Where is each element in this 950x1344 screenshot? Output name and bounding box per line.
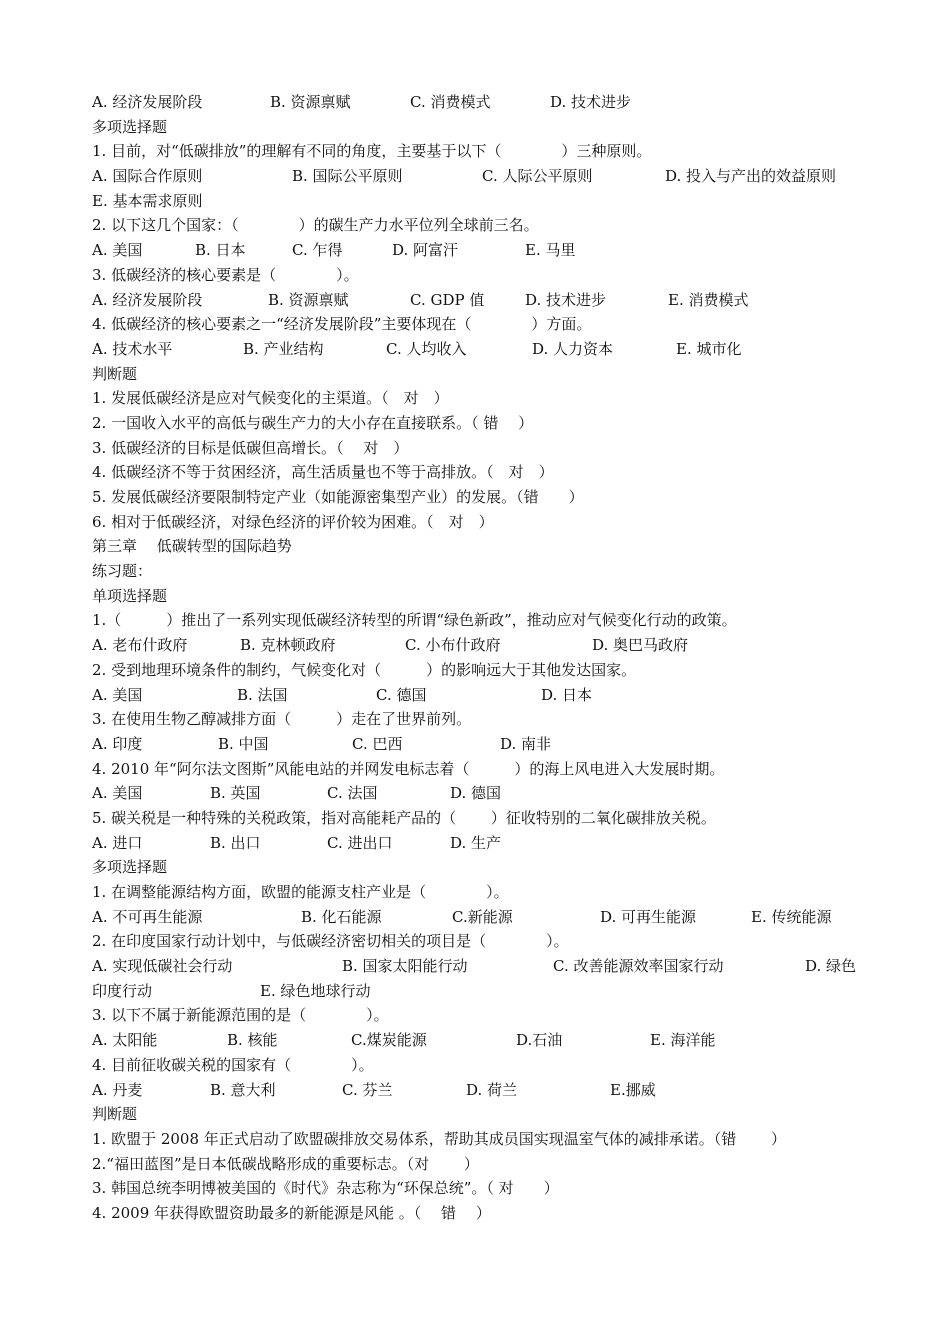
text-segment: B. 法国 <box>237 685 288 704</box>
text-segment: 判断题 <box>92 364 138 383</box>
text-line <box>0 1127 950 1152</box>
text-segment: D. 技术进步 <box>550 93 632 111</box>
text-segment: D. 德国 <box>450 784 502 803</box>
text-segment: 2. 在印度国家行动计划中，与低碳经济密切相关的项目是（ ）。 <box>92 932 569 951</box>
text-segment: B. 出口 <box>210 833 261 852</box>
text-segment: B. 化石能源 <box>301 907 382 926</box>
text-segment: A. 技术水平 <box>92 339 173 358</box>
text-segment: 1. 欧盟于 2008 年正式启动了欧盟碳排放交易体系，帮助其成员国实现温室气体的减排承诺。（错 ） <box>92 1129 787 1148</box>
text-line <box>0 1028 950 1053</box>
text-segment: C. 巴西 <box>352 734 403 753</box>
text-segment: C.新能源 <box>452 907 513 926</box>
text-segment: 1.（ ）推出了一系列实现低碳经济转型的所谓“绿色新政”，推动应对气候变化行动的政策。 <box>92 611 737 630</box>
text-line <box>0 90 950 115</box>
text-line <box>0 929 950 954</box>
text-segment: 3. 低碳经济的目标是低碳但高增长。（ 对 ） <box>92 438 409 457</box>
text-line <box>0 213 950 238</box>
text-segment: E. 基本需求原则 <box>92 191 203 210</box>
text-segment: A. 印度 <box>92 734 143 753</box>
text-line <box>0 386 950 411</box>
text-line <box>0 1102 950 1127</box>
text-segment: 3. 韩国总统李明博被美国的《时代》杂志称为“环保总统”。（ 对 ） <box>92 1179 559 1198</box>
text-line <box>0 1053 950 1078</box>
text-line <box>0 584 950 609</box>
text-segment: D. 技术进步 <box>525 290 607 309</box>
text-segment: A. 进口 <box>92 833 143 852</box>
text-segment: 印度行动 <box>92 981 153 1000</box>
text-line <box>0 164 950 189</box>
text-line <box>0 781 950 806</box>
text-segment: B. 国家太阳能行动 <box>342 957 468 976</box>
text-line <box>0 757 950 782</box>
text-segment: E. 传统能源 <box>751 907 832 926</box>
text-segment: D. 可再生能源 <box>600 907 697 926</box>
text-line <box>0 707 950 732</box>
text-segment: A. 美国 <box>92 784 143 803</box>
text-line <box>0 460 950 485</box>
text-segment: E. 海洋能 <box>650 1031 716 1050</box>
document-page <box>0 90 950 1226</box>
text-segment: 第三章 低碳转型的国际趋势 <box>92 537 292 556</box>
text-line <box>0 1078 950 1103</box>
text-line <box>0 510 950 535</box>
text-segment: E. 马里 <box>525 241 576 260</box>
text-line <box>0 683 950 708</box>
text-segment: C.煤炭能源 <box>351 1031 427 1050</box>
text-segment: A. 太阳能 <box>92 1031 158 1050</box>
text-segment: B. 克林顿政府 <box>240 636 336 655</box>
text-segment: 1. 目前，对“低碳排放”的理解有不同的角度，主要基于以下（ ）三种原则。 <box>92 142 652 161</box>
text-segment: C. 消费模式 <box>410 93 491 111</box>
text-line <box>0 238 950 263</box>
text-line <box>0 115 950 140</box>
text-segment: D.石油 <box>516 1031 563 1050</box>
text-line <box>0 312 950 337</box>
text-line <box>0 1201 950 1226</box>
text-line <box>0 1152 950 1177</box>
text-segment: A. 经济发展阶段 <box>92 93 203 111</box>
text-segment: D. 荷兰 <box>466 1080 518 1099</box>
text-segment: D. 绿色 <box>805 957 857 976</box>
text-segment: D. 投入与产出的效益原则 <box>665 167 837 186</box>
text-segment: D. 人力资本 <box>532 339 614 358</box>
text-segment: A. 经济发展阶段 <box>92 290 203 309</box>
text-segment: D. 奥巴马政府 <box>592 636 689 655</box>
text-segment: C. 芬兰 <box>342 1080 393 1099</box>
text-line <box>0 411 950 436</box>
text-segment: D. 阿富汗 <box>392 241 459 260</box>
text-line <box>0 979 950 1004</box>
text-line <box>0 288 950 313</box>
text-line <box>0 658 950 683</box>
text-segment: B. 国际公平原则 <box>292 167 403 186</box>
text-segment: D. 南非 <box>500 734 552 753</box>
text-segment: E. 绿色地球行动 <box>260 981 371 1000</box>
text-segment: 2.“福田蓝图”是日本低碳战略形成的重要标志。（对 ） <box>92 1154 479 1173</box>
text-segment: C. 人际公平原则 <box>482 167 593 186</box>
text-segment: 多项选择题 <box>92 117 168 136</box>
text-segment: 1. 在调整能源结构方面，欧盟的能源支柱产业是（ ）。 <box>92 883 509 901</box>
text-line <box>0 559 950 584</box>
text-line <box>0 855 950 880</box>
text-segment: E.挪威 <box>610 1080 656 1099</box>
text-segment: 4. 低碳经济不等于贫困经济，高生活质量也不等于高排放。（ 对 ） <box>92 463 554 482</box>
text-segment: 2. 一国收入水平的高低与碳生产力的大小存在直接联系。（ 错 ） <box>92 413 534 432</box>
text-segment: 5. 发展低碳经济要限制特定产业（如能源密集型产业）的发展。（错 ） <box>92 488 584 506</box>
text-line <box>0 1176 950 1201</box>
text-segment: B. 日本 <box>195 241 246 260</box>
text-segment: D. 生产 <box>450 833 502 852</box>
text-line <box>0 189 950 214</box>
text-segment: B. 意大利 <box>210 1080 276 1099</box>
text-segment: C. 小布什政府 <box>405 636 501 655</box>
text-segment: 6. 相对于低碳经济，对绿色经济的评价较为困难。（ 对 ） <box>92 512 494 531</box>
text-line <box>0 608 950 633</box>
text-segment: A. 美国 <box>92 241 143 260</box>
text-segment: C. 人均收入 <box>386 339 467 358</box>
text-segment: E. 城市化 <box>676 339 742 358</box>
text-line <box>0 362 950 387</box>
text-segment: C. 德国 <box>376 685 427 704</box>
text-segment: B. 资源禀赋 <box>268 290 349 309</box>
text-line <box>0 831 950 856</box>
text-segment: C. 乍得 <box>292 241 343 260</box>
text-line <box>0 337 950 362</box>
text-segment: A. 丹麦 <box>92 1080 143 1099</box>
text-segment: B. 英国 <box>210 784 261 803</box>
text-segment: 单项选择题 <box>92 586 168 605</box>
text-segment: E. 消费模式 <box>668 290 749 309</box>
text-line <box>0 139 950 164</box>
text-segment: 3. 以下不属于新能源范围的是（ ）。 <box>92 1006 389 1025</box>
text-segment: B. 核能 <box>227 1031 278 1050</box>
text-segment: C. 改善能源效率国家行动 <box>553 957 724 976</box>
text-line <box>0 534 950 559</box>
text-line <box>0 436 950 461</box>
text-line <box>0 905 950 930</box>
text-line <box>0 954 950 979</box>
text-segment: 判断题 <box>92 1105 138 1124</box>
text-segment: 2. 以下这几个国家：（ ）的碳生产力水平位列全球前三名。 <box>92 216 539 235</box>
text-segment: D. 日本 <box>541 685 593 704</box>
text-segment: 4. 目前征收碳关税的国家有（ ）。 <box>92 1055 374 1074</box>
text-segment: A. 国际合作原则 <box>92 167 203 186</box>
text-segment: B. 产业结构 <box>243 339 324 358</box>
text-segment: 3. 在使用生物乙醇减排方面（ ）走在了世界前列。 <box>92 710 472 729</box>
text-line <box>0 732 950 757</box>
text-line <box>0 263 950 288</box>
text-segment: 1. 发展低碳经济是应对气候变化的主渠道。（ 对 ） <box>92 389 449 408</box>
text-segment: B. 资源禀赋 <box>270 93 351 111</box>
text-segment: C. 法国 <box>327 784 378 803</box>
text-segment: B. 中国 <box>218 734 269 753</box>
text-line <box>0 880 950 905</box>
text-segment: 练习题： <box>92 562 153 581</box>
text-line <box>0 806 950 831</box>
text-segment: 2. 受到地理环境条件的制约，气候变化对（ ）的影响远大于其他发达国家。 <box>92 660 637 679</box>
text-segment: 3. 低碳经济的核心要素是（ ）。 <box>92 265 359 284</box>
text-segment: C. GDP 值 <box>410 290 485 309</box>
text-segment: A. 美国 <box>92 685 143 704</box>
text-segment: A. 不可再生能源 <box>92 907 203 926</box>
text-line <box>0 633 950 658</box>
text-segment: 5. 碳关税是一种特殊的关税政策，指对高能耗产品的（ ）征收特别的二氧化碳排放关税。 <box>92 808 716 827</box>
text-segment: 4. 2009 年获得欧盟资助最多的新能源是风能 。（ 错 ） <box>92 1203 491 1222</box>
text-segment: C. 进出口 <box>327 833 393 852</box>
text-segment: 多项选择题 <box>92 858 168 877</box>
text-line <box>0 1003 950 1028</box>
text-segment: 4. 低碳经济的核心要素之一“经济发展阶段”主要体现在（ ）方面。 <box>92 315 592 334</box>
text-segment: A. 实现低碳社会行动 <box>92 957 233 976</box>
text-line <box>0 485 950 510</box>
text-segment: A. 老布什政府 <box>92 636 188 655</box>
text-segment: 4. 2010 年“阿尔法文图斯”风能电站的并网发电标志着（ ）的海上风电进入大发展时期。 <box>92 759 725 778</box>
